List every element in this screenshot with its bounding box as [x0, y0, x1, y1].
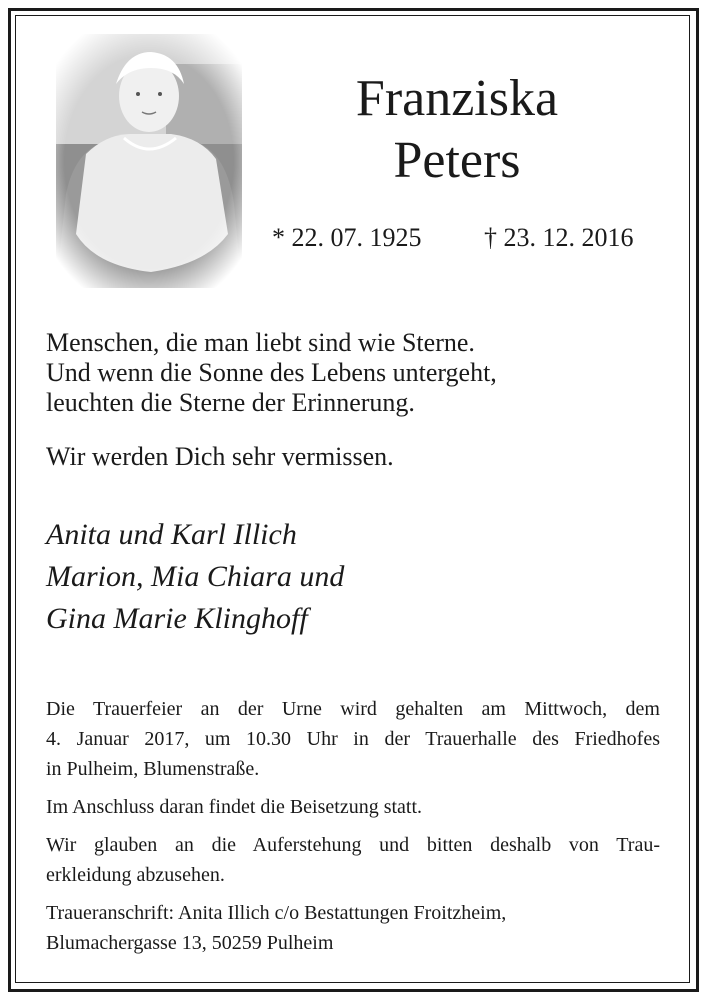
memorial-verse: [46, 328, 497, 418]
verse-line: Menschen, die man liebt sind wie Sterne.: [46, 328, 475, 357]
mourner-line: Gina Marie Klinghoff: [46, 602, 308, 635]
mourner-line: Marion, Mia Chiara und: [46, 560, 345, 593]
verse-line: Und wenn die Sonne des Lebens untergeht,: [46, 358, 497, 387]
address-line: Blumachergasse 13, 50259 Pulheim: [46, 932, 334, 954]
address-line: Traueranschrift: Anita Illich c/o Bestattungen Froitzheim,: [46, 902, 507, 924]
birth-date: * 22. 07. 1925: [272, 223, 422, 252]
deceased-name: [300, 68, 614, 192]
request-line: Wir glauben an die Auferstehung und bitten deshalb von Trau-: [46, 834, 660, 856]
portrait-photo: [56, 34, 242, 288]
ceremony-line: Die Trauerfeier an der Urne wird gehalten am Mittwoch, dem: [46, 698, 660, 720]
request-line: erkleidung abzusehen.: [46, 864, 225, 886]
closing-line: Wir werden Dich sehr vermissen.: [46, 442, 394, 471]
ceremony-info: [46, 694, 660, 784]
first-name: Franziska: [355, 70, 559, 127]
burial-info: Im Anschluss daran findet die Beisetzung statt.: [46, 796, 423, 818]
verse-line: leuchten die Sterne der Erinnerung.: [46, 388, 415, 417]
funeral-details: [46, 694, 660, 966]
mourner-line: Anita und Karl Illich: [46, 518, 297, 551]
dress-request: [46, 830, 660, 890]
mourning-address: [46, 898, 660, 958]
last-name: Peters: [393, 132, 521, 189]
ceremony-line: 4. Januar 2017, um 10.30 Uhr in der Trauerhalle des Friedhofes: [46, 728, 660, 750]
portrait-illustration: [56, 34, 242, 288]
ceremony-line: in Pulheim, Blumenstraße.: [46, 758, 260, 780]
mourners-list: [46, 514, 344, 640]
death-date: † 23. 12. 2016: [484, 223, 634, 252]
